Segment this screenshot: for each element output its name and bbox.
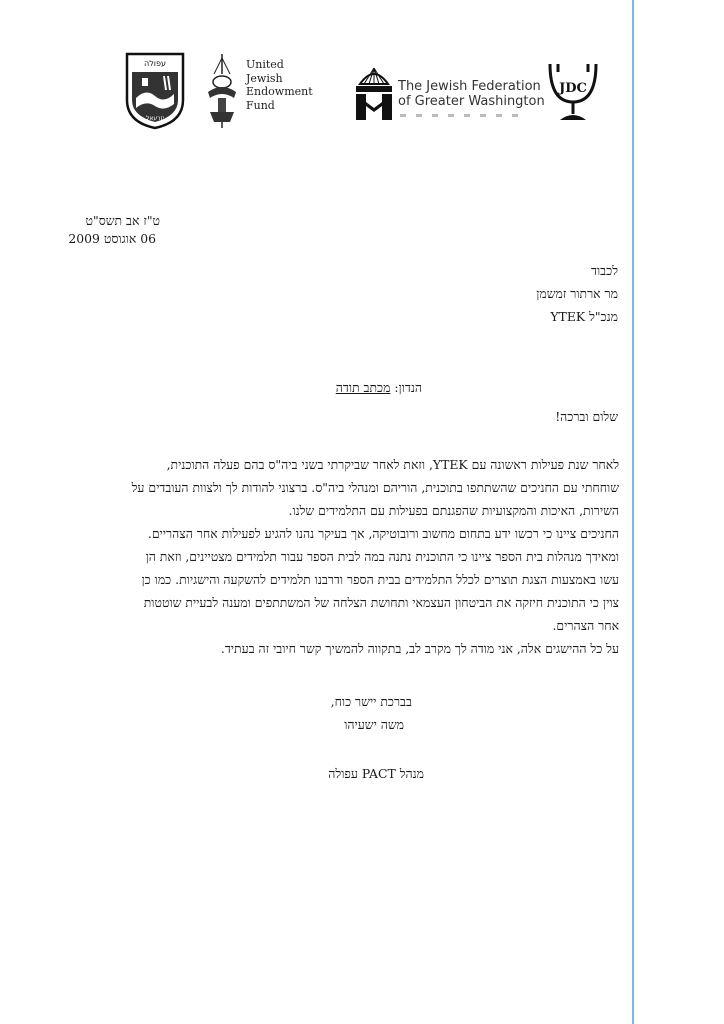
subject-line xyxy=(336,380,422,396)
subject-label: הנדון: xyxy=(394,380,422,395)
seal-top-text: עפולה xyxy=(144,59,166,68)
ujef-line: Fund xyxy=(246,98,275,112)
jfgw-tagline-faint xyxy=(400,114,520,117)
body-line: צוין כי התוכנית חיזקה את הביטחון העצמאי ותחושת הצלחה של המשתתפים ומענה לבעיית שוטטות xyxy=(143,595,619,610)
recipient-to: לכבוד xyxy=(591,263,618,278)
gregorian-date: 06 אוגוסט 2009 xyxy=(68,231,156,246)
signer-role: מנהל PACT עפולה xyxy=(328,766,424,781)
body-line: עשו באמצעות הצגת תוצרים לכלל התלמידים בבית הספר ודרבנו תלמידים להשקעה והישגיות. כמו כן xyxy=(141,572,619,587)
ujef-name xyxy=(246,58,313,112)
jfgw-dome-logo xyxy=(352,62,396,122)
greeting: שלום וברכה! xyxy=(555,409,618,424)
closing-blessing: בברכת יישר כוח, xyxy=(330,694,412,709)
body-line: שוחחתי עם החניכים שהשתתפו בתוכנית, הוריהם ומנהלי ביה"ס. ברצוני להודות לך ולצוות העובדים על xyxy=(131,480,619,495)
afula-seal-logo xyxy=(124,50,186,130)
subject-text: מכתב תודה xyxy=(335,380,391,395)
ujef-menorah-logo xyxy=(204,52,240,130)
body-line: ומאידך מנהלות בית הספר ציינו כי התוכנית נתנה במה לבית הספר עבור תלמידים מצטיינים, וזאת הן xyxy=(145,549,619,564)
ujef-line: Jewish xyxy=(246,71,283,85)
body-line: אחר הצהרים. xyxy=(552,618,619,633)
seal-bottom-text: יזרעאל xyxy=(146,115,164,122)
body-line: לאחר שנת פעילות ראשונה עם YTEK, וזאת לאחר שביקרתי בשני ביה"ס בהם פעלה התוכנית, xyxy=(166,457,619,472)
recipient-title: מנכ"ל YTEK xyxy=(550,309,618,324)
jdc-text: JDC xyxy=(559,81,587,96)
body-line: השירות, האיכות והמקצועיות שהפגנתם בפעילות עם התלמידים שלנו. xyxy=(288,503,619,518)
body-line: על כל ההישגים אלה, אני מודה לך מקרב לב, בתקווה להמשיך קשר חיובי זה בעתיד. xyxy=(220,641,619,656)
signer-name: משה ישעיהו xyxy=(344,717,404,732)
ujef-line: Endowment xyxy=(246,85,313,98)
jdc-logo xyxy=(548,62,598,122)
jfgw-line: of Greater Washington xyxy=(398,94,545,109)
ujef-line: United xyxy=(246,58,284,71)
page-edge-line xyxy=(632,0,634,1024)
jfgw-line: The Jewish Federation xyxy=(398,79,541,94)
recipient-name: מר ארתור זמשמן xyxy=(536,286,618,301)
jfgw-name xyxy=(398,79,545,109)
body-line: החניכים ציינו כי רכשו ידע בתחום מחשוב ורובוטיקה, אך בעיקר נהנו להגיע לפעילות אחר הצהריים. xyxy=(147,526,619,541)
hebrew-date: ט"ז אב תשס"ט xyxy=(85,213,160,228)
